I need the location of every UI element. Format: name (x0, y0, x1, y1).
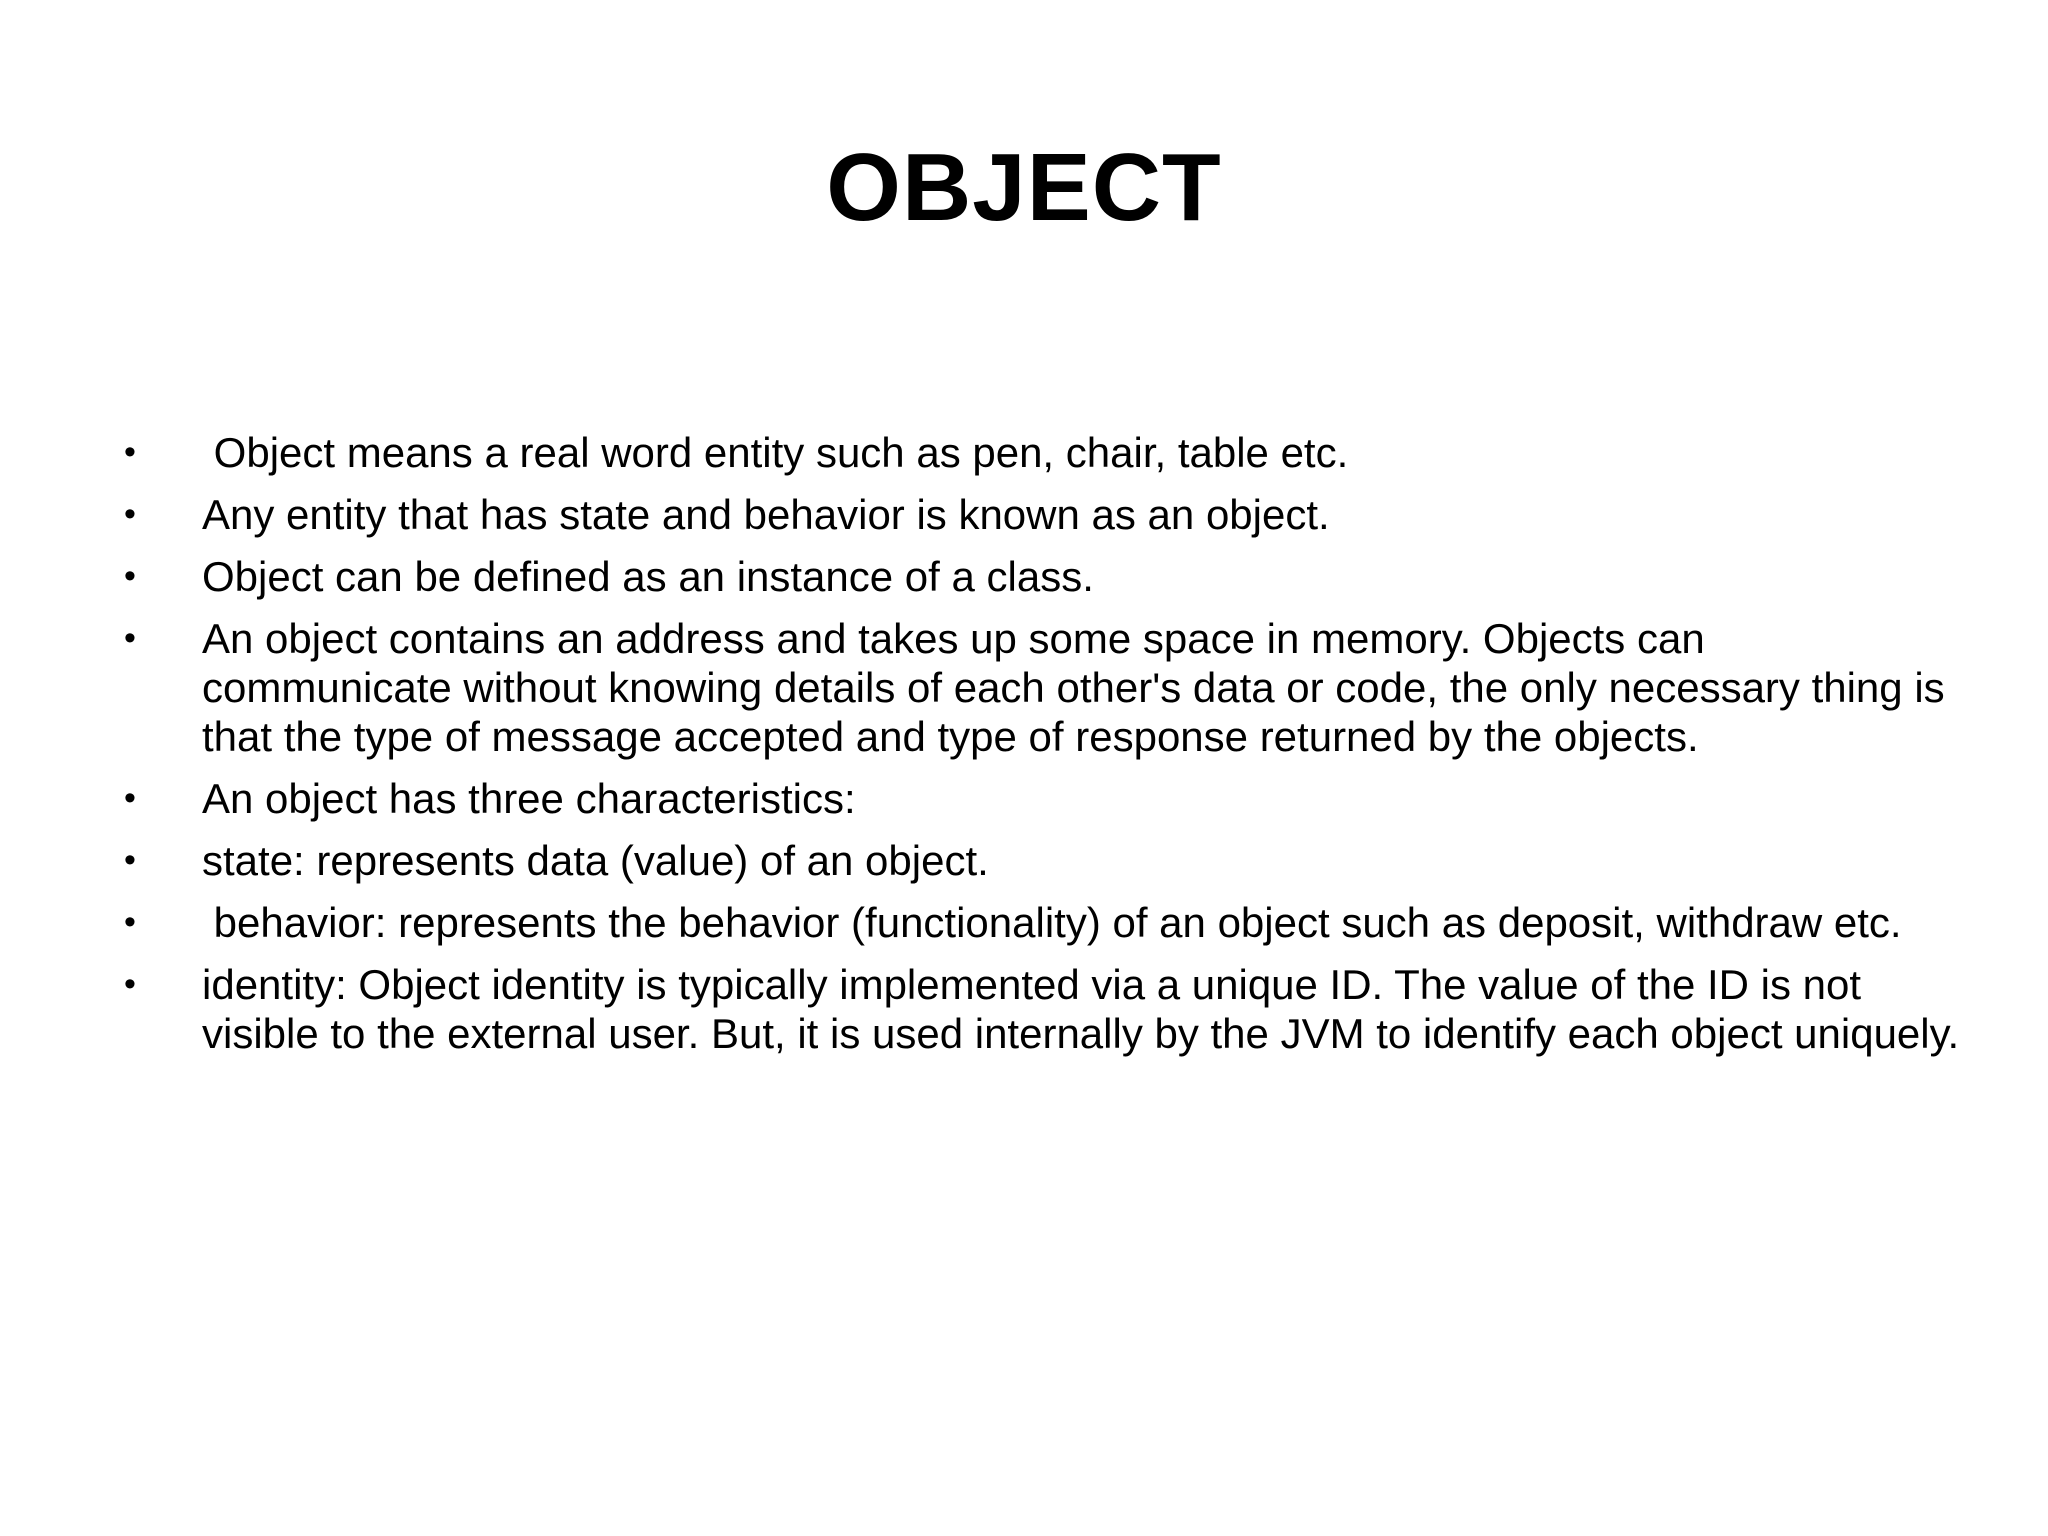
bullet-item (120, 428, 1960, 477)
bullet-text: identity: Object identity is typically implemented via a unique ID. The value of the ID is not visible to the external user. But, it is used internally by the JVM to identify each object uniquely. (202, 961, 1960, 1057)
bullet-item (120, 774, 1960, 823)
bullet-text: An object contains an address and takes up some space in memory. Objects can communicate without knowing details of each other's data or code, the only necessary thing is that the type of message accepted and type of response returned by the objects. (202, 615, 1957, 760)
bullet-item (120, 960, 1960, 1058)
bullet-icon: • (124, 557, 136, 595)
bullet-list (120, 428, 1960, 1071)
bullet-icon: • (124, 903, 136, 941)
bullet-item (120, 552, 1960, 601)
bullet-icon: • (124, 433, 136, 471)
bullet-icon: • (124, 841, 136, 879)
bullet-item (120, 836, 1960, 885)
bullet-icon: • (124, 619, 136, 657)
bullet-item (120, 898, 1960, 947)
bullet-icon: • (124, 495, 136, 533)
bullet-icon: • (124, 779, 136, 817)
bullet-text: Any entity that has state and behavior is known as an object. (202, 491, 1330, 538)
slide-title: OBJECT (826, 134, 1222, 241)
bullet-text: An object has three characteristics: (202, 775, 856, 822)
bullet-icon: • (124, 965, 136, 1003)
bullet-text: Object can be defined as an instance of a class. (202, 553, 1094, 600)
bullet-item (120, 490, 1960, 539)
bullet-text: behavior: represents the behavior (functionality) of an object such as deposit, withdraw etc. (202, 899, 1902, 946)
bullet-text: Object means a real word entity such as pen, chair, table etc. (202, 429, 1349, 476)
bullet-text: state: represents data (value) of an object. (202, 837, 989, 884)
bullet-item (120, 614, 1960, 761)
